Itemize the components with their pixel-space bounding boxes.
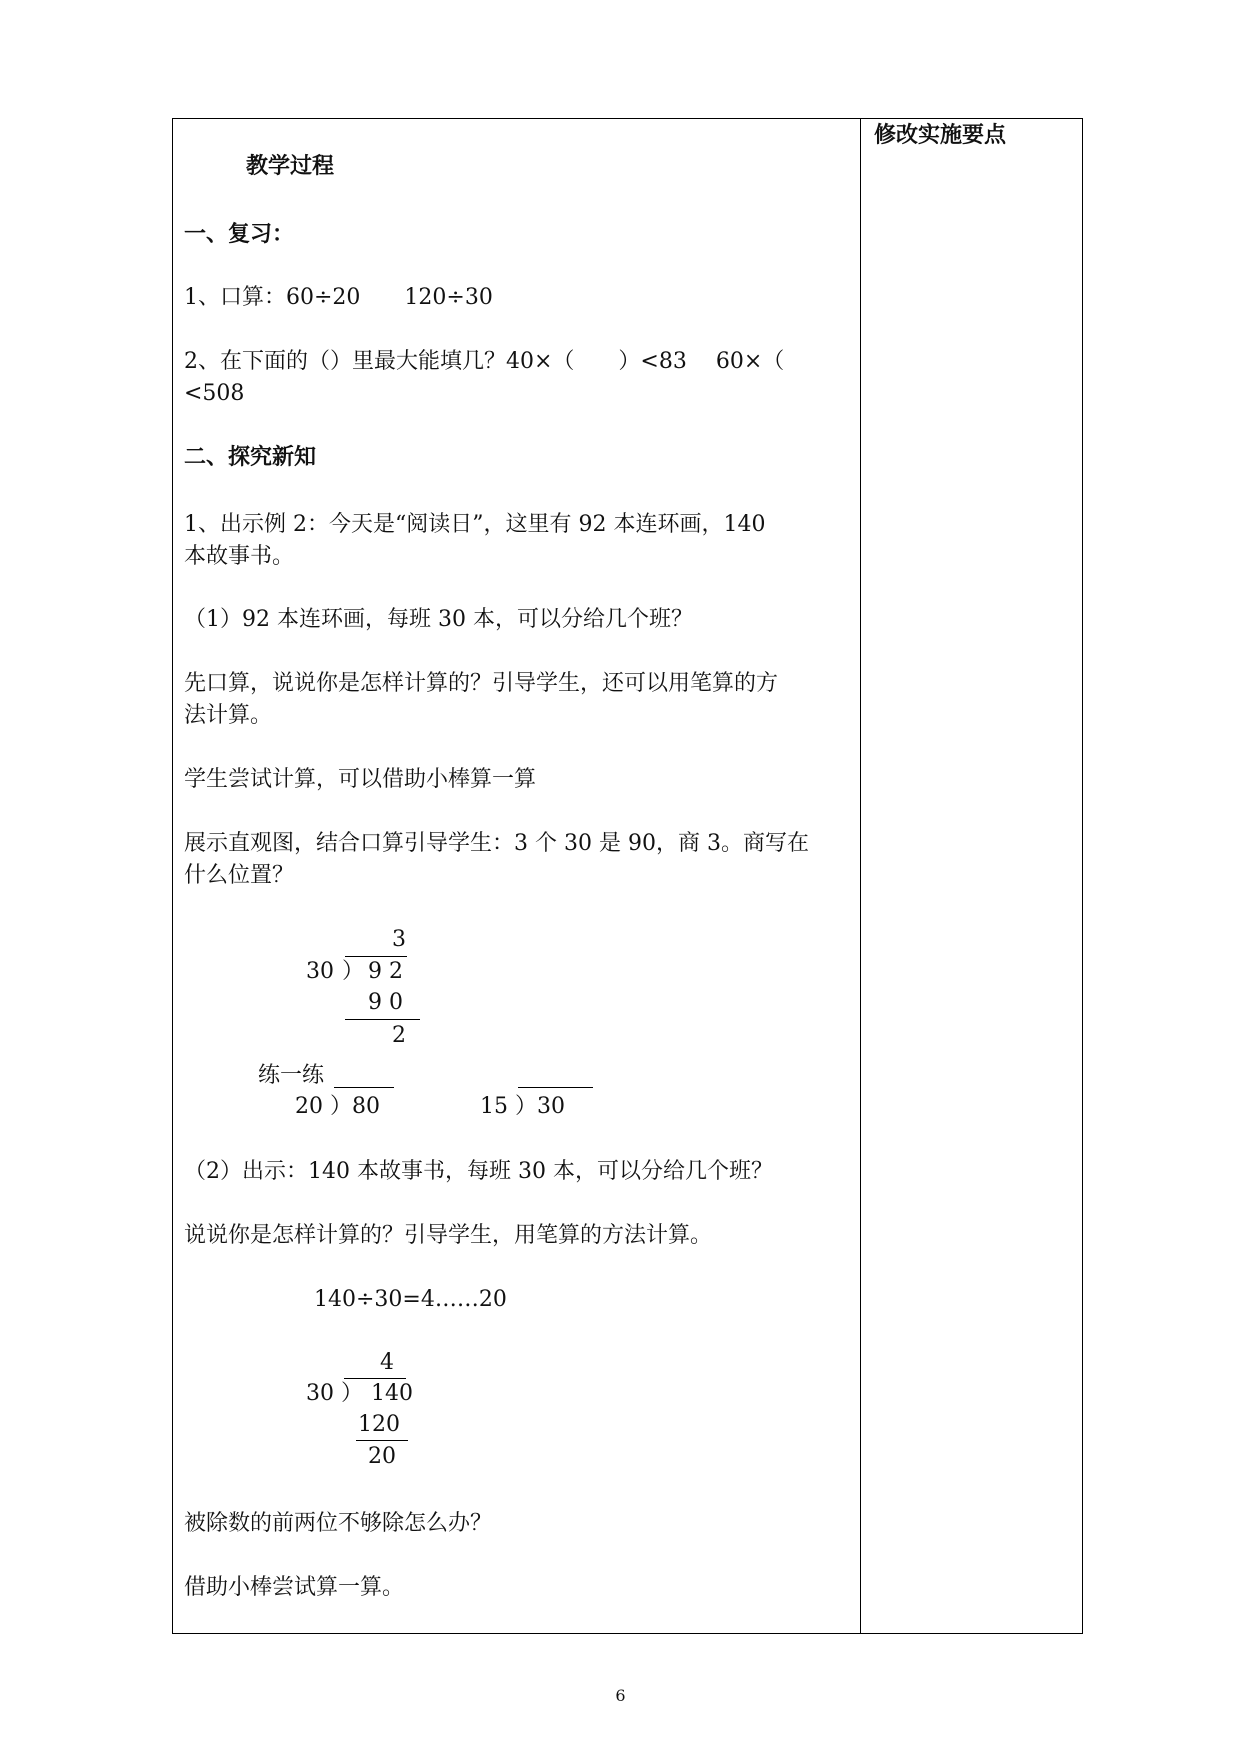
review-item-2-line-1: 2、在下面的（）里最大能填几？40×（ ）<83 60×（ [184,349,785,374]
column-divider [860,118,861,1634]
div1-product-line [345,1019,420,1020]
div1-quotient: 3 [392,927,406,952]
example-line-1: 1、出示例 2：今天是“阅读日”，这里有 92 本连环画，140 [184,512,766,537]
review-item-2-line-2: <508 [184,381,245,406]
div1-dividend: 9 2 [368,959,403,984]
div2-bracket: ） [341,1381,364,1406]
example-line-2: 本故事书。 [184,544,295,569]
section-title: 教学过程 [246,154,335,179]
equation: 140÷30=4……20 [314,1287,507,1312]
question-1: （1）92 本连环画，每班 30 本，可以分给几个班？ [184,607,693,632]
div1-product: 9 0 [368,990,403,1015]
q1-show-line-2: 什么位置？ [184,863,295,888]
div2-dividend: 140 [371,1381,413,1406]
practice-problem-2: 15 ）30 [480,1094,565,1119]
review-heading: 一、复习： [184,222,295,247]
explore-heading: 二、探究新知 [184,445,317,470]
div2-remainder: 20 [368,1444,396,1469]
q1-prompt-line-1: 先口算，说说你是怎样计算的？引导学生，还可以用笔算的方 [184,671,779,696]
q1-prompt-line-2: 法计算。 [184,703,273,728]
practice-label: 练一练 [258,1063,325,1088]
div1-divisor: 30 [306,959,334,984]
practice-problem-1: 20 ）80 [295,1094,380,1119]
practice-answer-line-1 [334,1087,394,1088]
question-2: （2）出示：140 本故事书，每班 30 本，可以分给几个班？ [184,1159,773,1184]
div2-product: 120 [358,1412,400,1437]
q2-prompt: 说说你是怎样计算的？引导学生，用笔算的方法计算。 [184,1223,713,1248]
div1-bracket: ） [342,959,365,984]
closing: 借助小棒尝试算一算。 [184,1575,405,1600]
review-item-1: 1、口算：60÷20 120÷30 [184,285,493,310]
div1-remainder: 2 [392,1023,406,1048]
practice-answer-line-2 [518,1087,593,1088]
q1-try: 学生尝试计算，可以借助小棒算一算 [184,767,537,792]
right-column-header: 修改实施要点 [874,123,1007,148]
div2-divisor: 30 [306,1381,334,1406]
q1-show-line-1: 展示直观图，结合口算引导学生：3 个 30 是 90，商 3。商写在 [184,831,809,856]
remaining-question: 被除数的前两位不够除怎么办？ [184,1511,493,1536]
div2-quotient: 4 [380,1350,394,1375]
page-number: 6 [615,1686,626,1705]
